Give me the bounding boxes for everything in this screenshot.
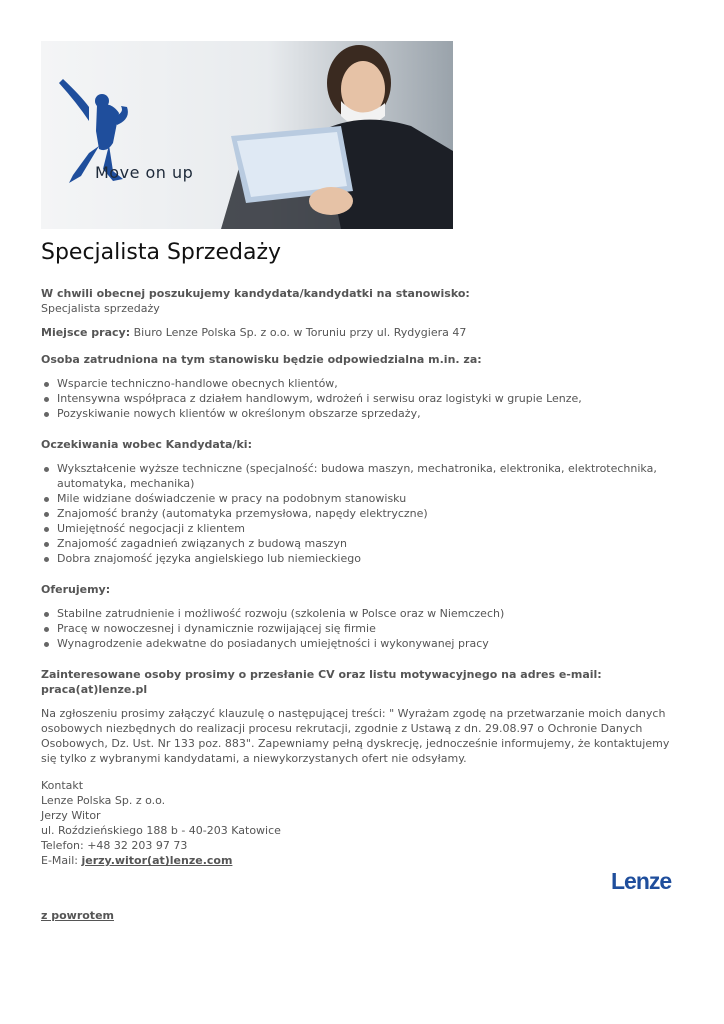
list-item: Mile widziane doświadczenie w pracy na podobnym stanowisku — [57, 491, 686, 506]
contact-email-label: E-Mail: — [41, 854, 82, 867]
responsibilities-list — [41, 376, 686, 421]
requirements-heading: Oczekiwania wobec Kandydata/ki: — [41, 438, 252, 451]
intro-position: Specjalista sprzedaży — [41, 302, 160, 315]
contact-person: Jerzy Witor — [41, 809, 101, 822]
contact-company: Lenze Polska Sp. z o.o. — [41, 794, 166, 807]
list-item: Stabilne zatrudnienie i możliwość rozwoju (szkolenia w Polsce oraz w Niemczech) — [57, 606, 686, 621]
list-item: Dobra znajomość języka angielskiego lub niemieckiego — [57, 551, 686, 566]
list-item: Intensywna współpraca z działem handlowym, wdrożeń i serwisu oraz logistyki w grupie Lenze, — [57, 391, 686, 406]
banner-slogan: Move on up — [95, 163, 194, 182]
hero-banner — [41, 41, 453, 229]
page-title: Specjalista Sprzedaży — [41, 240, 282, 265]
lenze-logo-mark — [611, 869, 679, 893]
workplace-value: Biuro Lenze Polska Sp. z o.o. w Toruniu przy ul. Rydygiera 47 — [130, 326, 467, 339]
list-item: Wykształcenie wyższe techniczne (specjalność: budowa maszyn, mechatronika, elektronika, elektrotechnika, automatyka, mechanika) — [57, 461, 686, 491]
list-item: Pozyskiwanie nowych klientów w określonym obszarze sprzedaży, — [57, 406, 686, 421]
workplace-label: Miejsce pracy: — [41, 326, 131, 339]
list-item: Znajomość branży (automatyka przemysłowa, napędy elektryczne) — [57, 506, 686, 521]
contact-email-line — [41, 853, 686, 868]
intro-label: W chwili obecnej poszukujemy kandydata/kandydatki na stanowisko: — [41, 287, 470, 300]
job-content — [41, 238, 686, 868]
application-note: Zainteresowane osoby prosimy o przesłanie CV oraz listu motywacyjnego na adres e-mail: praca(at)lenze.pl — [41, 668, 602, 696]
contact-address: ul. Roździeńskiego 188 b - 40-203 Katowice — [41, 824, 281, 837]
banner-image — [41, 41, 453, 229]
list-item: Znajomość zagadnień związanych z budową maszyn — [57, 536, 686, 551]
lenze-logo — [611, 869, 679, 897]
list-item: Umiejętność negocjacji z klientem — [57, 521, 686, 536]
contact-block — [41, 778, 686, 868]
offer-heading: Oferujemy: — [41, 583, 111, 596]
list-item: Wynagrodzenie adekwatne do posiadanych umiejętności i wykonywanej pracy — [57, 636, 686, 651]
privacy-clause: Na zgłoszeniu prosimy załączyć klauzulę o następującej treści: " Wyrażam zgodę na przetwarzanie moich danych osobowych niezbędnych do realizacji procesu rekrutacji, zgodnie z Ustawą z dn. 29.08.97 o Ochronie Danych Osobowych, Dz. Ust. Nr 133 poz. 883". Zapewniamy pełną dyskrecję, jednocześnie informujemy, że kontaktujemy się tylko z wybranymi kandydatami, a niewykorzystanych ofert nie odsyłamy. — [41, 707, 670, 765]
workplace — [41, 325, 686, 340]
contact-heading: Kontakt — [41, 779, 84, 792]
logo-text: Lenze — [611, 869, 672, 893]
offer-list — [41, 606, 686, 651]
list-item: Wsparcie techniczno-handlowe obecnych klientów, — [57, 376, 686, 391]
contact-email-link[interactable]: jerzy.witor(at)lenze.com — [81, 854, 233, 867]
responsibilities-heading: Osoba zatrudniona na tym stanowisku będzie odpowiedzialna m.in. za: — [41, 353, 482, 366]
contact-phone: Telefon: +48 32 203 97 73 — [41, 839, 188, 852]
list-item: Pracę w nowoczesnej i dynamicznie rozwijającej się firmie — [57, 621, 686, 636]
back-link[interactable]: z powrotem — [41, 909, 114, 922]
requirements-list — [41, 461, 686, 566]
